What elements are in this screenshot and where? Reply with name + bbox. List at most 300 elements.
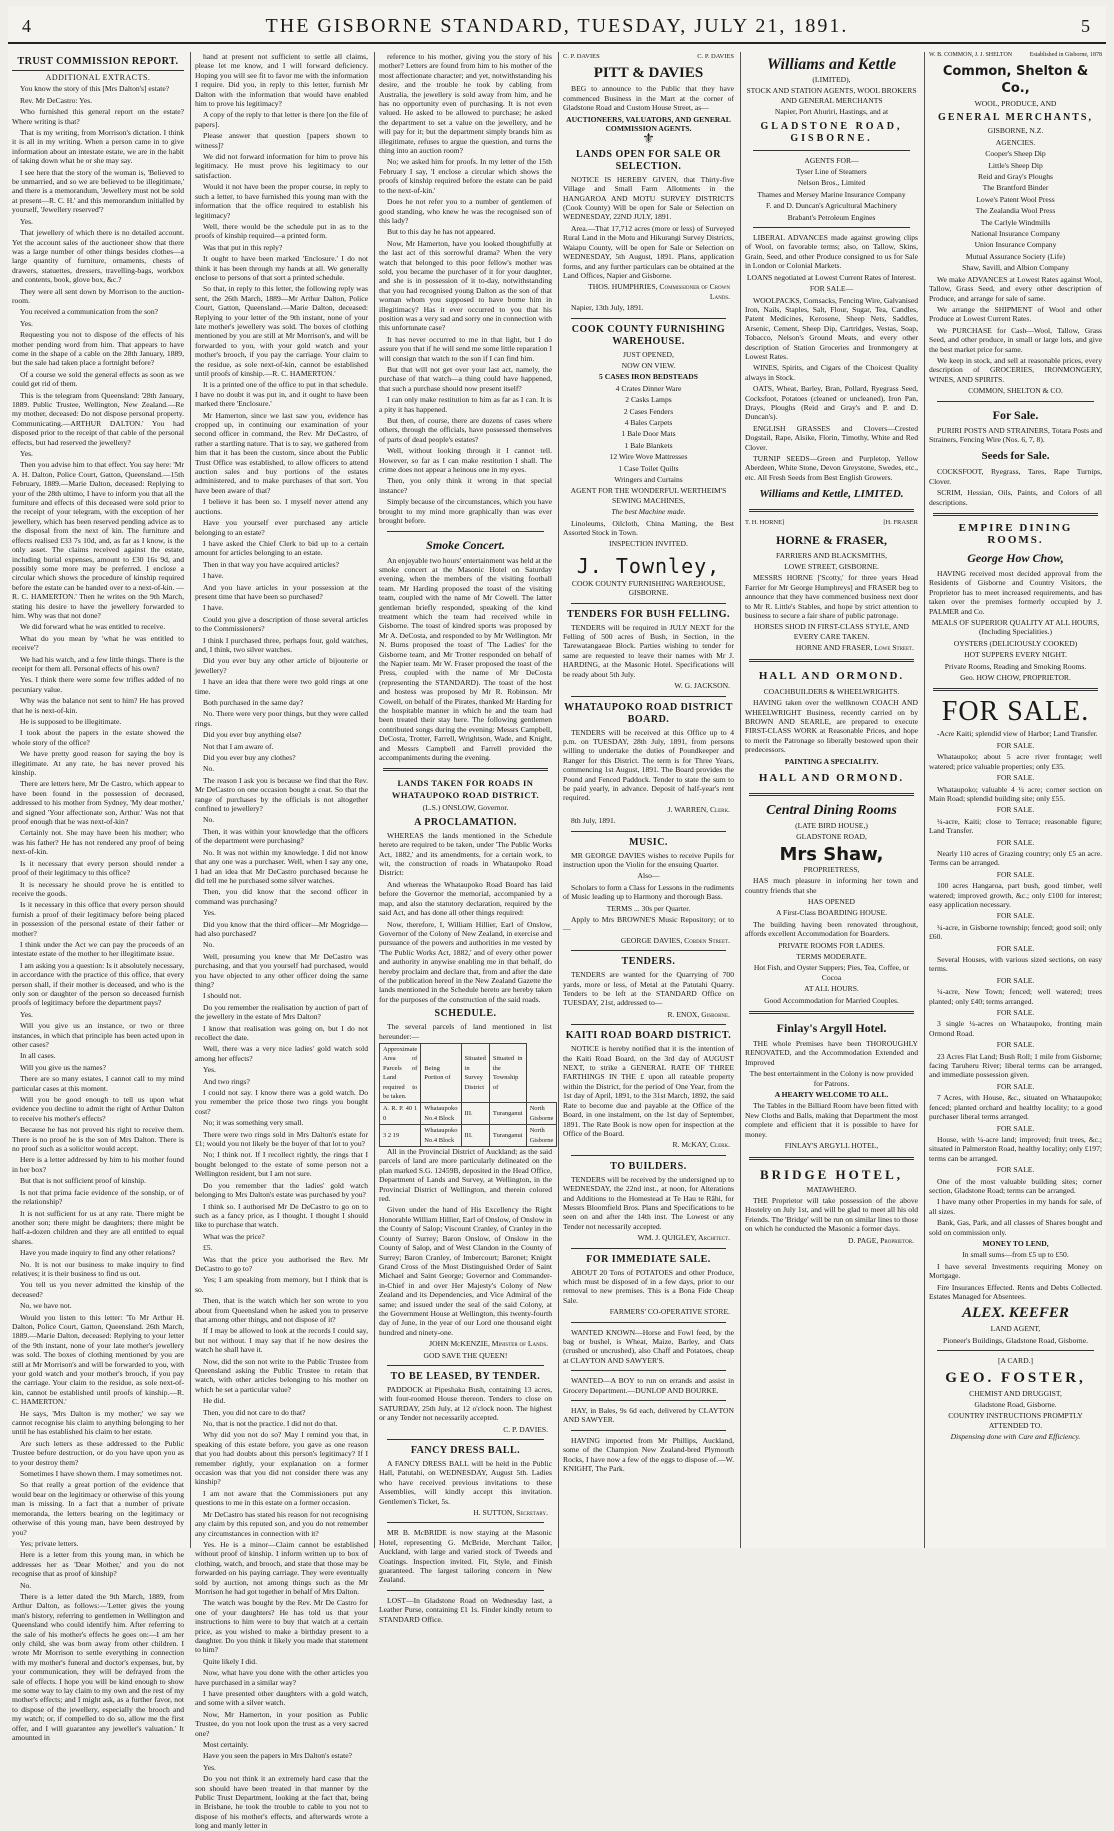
schedule-cell: Whataupoko No.4 Block	[421, 1103, 461, 1125]
report-paragraph: reference to his mother, giving you the story of his mother? Letters are found from him to his mother of the most affectionate character; and yet, notwithstanding his desire, and the trouble he took by cabling from Australia, the jewellery is sold away from him, and he has no opportunity even of purchasing. It is not even valued. He asked to be allowed to purchase; he asked the department to set a value on the jewellery, and he will pay for it; but the department simply brands him as illegitimate, refuses to argue the question, and turns the thing into an auction room?	[379, 52, 552, 156]
empire-suppers: HOT SUPPERS EVERY NIGHT.	[964, 650, 1067, 660]
lands-open-signer: THOS. HUMPHRIES, Commissioner of Crown Lands.	[588, 282, 730, 301]
report-paragraph: Yes.	[20, 318, 33, 328]
cs-agency-item: The Carlyle Windmills	[980, 217, 1051, 227]
newspaper-title: THE GISBORNE STANDARD, TUESDAY, JULY 21, 1891.	[265, 14, 849, 37]
report-paragraph: Do you remember that the ladies' gold watch belonging to Mrs Dalton's estate was purchased by you?	[195, 1180, 368, 1200]
report-paragraph: It has never occurred to me in that light, but I do assure you that if he will send me some little reparation I will consign that watch to the son if I can find him.	[379, 334, 552, 363]
hearty-welcome: A HEARTY WELCOME TO ALL.	[774, 1090, 889, 1100]
coachbuilders: COACHBUILDERS & WHEELWRIGHTS.	[763, 686, 900, 696]
report-paragraph: Did you ever buy any clothes?	[203, 753, 296, 763]
report-paragraph: I should not.	[203, 991, 242, 1001]
music-heading: MUSIC.	[629, 836, 668, 848]
shaw-text: HAS much pleasure in informing her town and country friends that she	[745, 876, 918, 895]
report-paragraph: Both purchased in the same day?	[203, 698, 304, 707]
report-paragraph: Then, you did not care to do that?	[203, 1407, 306, 1417]
lands-seal: (L.S.) ONSLOW, Governor.	[422, 803, 509, 813]
cook-item: 2 Casks Lamps	[625, 395, 672, 405]
report-paragraph: Why did you not do so? May I remind you that, in speaking of this estate before, you gave as one reason that you had doubts about this person's legitimacy? If I remember rightly, your explanation on a former occasion was that you did not consider there was any kinship?	[195, 1430, 368, 1487]
smoke-concert-heading: Smoke Concert.	[426, 537, 505, 552]
cs-agency-item: National Insurance Company	[971, 229, 1060, 239]
property-sale-item: 100 acres Hangaroa, part bush, good timber, well watered; improved growth, &c.; only £100 for interest; easy application necessary.	[929, 881, 1102, 909]
report-paragraph: I have.	[203, 603, 224, 613]
lands-taken-heading: LANDS TAKEN FOR ROADS IN WHATAUPOKO ROAD DISTRICT.	[391, 778, 540, 801]
report-paragraph: Certainly not. She may have been his mother; who was his father? He has not rendered any proof of being next-of-kin.	[12, 828, 184, 857]
report-paragraph: Will you be good enough to tell us upon what evidence you decline to admit the right of Arthur Dalton to receive his mother's effects?	[12, 1095, 184, 1123]
investments: I have several Investments requiring Money on Mortgage.	[929, 1261, 1102, 1281]
report-paragraph: I have presented other daughters with a gold watch, and some with a silver watch.	[195, 1689, 368, 1708]
property-sale-item: Whataupoko; valuable 4 ¼ acre; corner section on Main Road; splendid building site; only £55.	[929, 784, 1102, 803]
report-paragraph: There are so many estates, I cannot call to my mind particular cases at this moment.	[12, 1074, 184, 1093]
schedule-cell: A. R. P. 40 1 0	[380, 1103, 421, 1125]
report-paragraph: No. There were very poor things, but they were called rings.	[195, 709, 368, 728]
hall-ormond-title: HALL AND ORMOND.	[758, 669, 905, 682]
column-four	[558, 52, 738, 1548]
wk-agents-list	[745, 167, 918, 222]
report-paragraph: No.	[203, 764, 215, 774]
property-sale-item: -Acre Kaiti; splendid view of Harbor; Land Transfer.	[937, 729, 1098, 739]
central-addr: GLADSTONE ROAD,	[796, 832, 867, 842]
hf-addr: LOWE STREET, GISBORNE.	[784, 562, 879, 572]
report-paragraph: Would you listen to this letter: 'To Mr Arthur H. Dalton, Police Court, Gatton, Queensland. 26th March, 1889.—Marie Dalton, deceased: Replying to your letter of the 9th instant, none of your late mother's jewellery was sold. The boxes of clothing mentioned by you are still at Mr Morrison's and will be forwarded to you, with your gold watch and your mother's brooch, if you pay the carriage. Your claim to the residue, as sole next-of-kin, cannot be established until proofs of kinship.—R. C. HAMERTON.'	[12, 1312, 184, 1407]
wk-loans: LOANS negotiated at Lowest Current Rates of Interest.	[746, 272, 917, 282]
wk-places: Napier, Port Ahuriri, Hastings, and at	[774, 107, 889, 117]
wk-signer: Williams and Kettle, LIMITED.	[759, 488, 904, 501]
keefer-title: ALEX. KEEFER	[962, 1305, 1069, 1322]
report-paragraph: No. It was not within my knowledge. I did not know that any one was a purchaser. Well, when I say any one, I had an idea that Mr DeCastro purchased because he did tell me he purchased some silver watches.	[195, 847, 368, 885]
tenders-signer: R. ENOX, Gisborne.	[667, 1009, 730, 1019]
report-paragraph: Yes. He is a minor—Claim cannot be established without proof of kinship. I inform written up to box of clothing, watch, and brooch, and state that those may be forwarded on his paying carriage. They were eventually sold by auction, not among things such as the Mr Morrison he had got together in behalf of Mrs Dalton.	[195, 1539, 368, 1596]
has-opened: HAS OPENED	[807, 896, 856, 906]
partner-right: C. P. DAVIES	[697, 53, 734, 60]
report-paragraph: Yes; I am speaking from memory, but I think that is so.	[195, 1275, 368, 1294]
wk-wines: WINES, Spirits, and Cigars of the Choicest Quality always in Stock.	[745, 363, 918, 382]
forsale-separator: FOR SALE.	[996, 1165, 1035, 1175]
report-paragraph: Was that put in this reply?	[203, 242, 283, 252]
proclamation-end	[379, 1147, 552, 1337]
cs-established: Established in Gisborne, 1878	[1029, 52, 1102, 58]
hf-partner-left: T. H. HORNE]	[745, 519, 785, 527]
report-paragraph: Would it not have been the proper course, in reply to such a letter, to have furnished this young man with the information that the office required to establish his legitimacy?	[195, 182, 368, 220]
schedule-col-header: Being Portion of	[421, 1043, 461, 1102]
report-paragraph: In all cases.	[20, 1051, 56, 1061]
report-paragraph: Then, you did know that the second officer in command was purchasing?	[195, 887, 368, 906]
immediate-sale-heading: FOR IMMEDIATE SALE.	[586, 1253, 711, 1265]
cs-agency-item: Little's Sheep Dip	[988, 160, 1043, 170]
wk-agent-item: Thames and Mersey Marine Insurance Company	[757, 189, 906, 199]
report-paragraph: Now, did the son not write to the Public Trustee from Queensland asking the Public Trustee to retain that watch, with other articles belonging to his mother on which he set a particular value?	[195, 1356, 368, 1394]
kaiti-text: NOTICE is hereby notified that it is the intention of the Kaiti Road Board, on the 3rd day of AUGUST NEXT, to strike a GENERAL RATE OF THREE FARTHINGS IN THE £ upon all rateable property within the District, for the period of One Year, from the 1st day of April, 1891, to the 31st March, 1892, the said Rate to become due and payable at the Office of the Board, in one instalment, on the 1st day of September, 1891. The Rate Book is now open for inspection at the Office of the Board.	[563, 1044, 734, 1138]
union-steamship-overflow	[924, 1554, 925, 1555]
report-paragraph: He says, 'Mrs Dalton is my mother;' we say we cannot recognise his claim to anything belonging to her until he has established his claim to her estate.	[12, 1408, 184, 1437]
proclamation-paragraph: Given under the hand of His Excellency the Right Honorable William Hillier, Earl of Onslow, of Onslow in the County of Salop; Viscount Cranley, of Cranley in the County of Surrey; Baron Onslow, of Onslow in the County of Salop, and of West Clandon in the County of Surrey; Baron Cranley, of Imbercourt; Baronet; Knight Grand Cross of the Most Distinguished Order of Saint Michael and Saint George; Governor and Commander-in-Chief in and over Her Majesty's Colony of New Zealand and its Dependencies, and Vice Admiral of the same; and issued under the seal of the said Colony, at the Government House at Wellington, this twenty-fourth day of June, in the year of our Lord one thousand eight hundred and ninety-one.	[379, 1205, 552, 1337]
empire-oysters: OYSTERS (DELICIOUSLY COOKED)	[953, 638, 1078, 648]
fancy-ball-text: A FANCY DRESS BALL will be held in the Public Hall, Patutahi, on WEDNESDAY, August 5th. Ladies who have received previous invitations to these Assemblies, will kindly accept this invitation. Gentlemen's Ticket, 5s.	[379, 1459, 552, 1506]
report-paragraph: Then in that way you have acquired articles?	[203, 559, 339, 569]
cs-general: GENERAL MERCHANTS,	[938, 112, 1093, 124]
immediate-sale-text: ABOUT 20 Tons of POTATOES and other Produce, which must be disposed of in a few days, prior to our removal to new premises. This is a Bona Fide Cheap Sale.	[563, 1267, 734, 1305]
wk-agents-heading: AGENTS FOR—	[804, 155, 859, 165]
foster-title: GEO. FOSTER,	[945, 1369, 1086, 1386]
cs-gisborne: GISBORNE, N.Z.	[987, 126, 1044, 136]
finlay-signer: FINLAY'S ARGYLL HOTEL,	[784, 1141, 879, 1151]
card-label: [A CARD.]	[997, 1356, 1034, 1366]
hf-partner-right: [H. FRASER	[883, 519, 918, 527]
forsale-separator: FOR SALE.	[996, 911, 1035, 921]
forsale-separator: FOR SALE.	[996, 740, 1035, 750]
property-sale-item: Whataupoko; about 5 acre river frontage; well watered; price valuable properties; only £35.	[929, 752, 1102, 771]
report-paragraph: No. It is not our business to make inquiry to find relatives; it is their business to find us out.	[12, 1259, 184, 1278]
report-paragraph: I took about the papers in the estate showed the whole story of the office?	[12, 728, 184, 747]
hf-header	[745, 518, 918, 527]
report-paragraph: Do you remember the realisation by auction of part of the jewellery in the estate of Mrs Dalton?	[195, 1002, 368, 1022]
cs-shipment: We arrange the SHIPMENT of Wool and other Produce at Lowest Current Rates.	[929, 304, 1102, 324]
report-paragraph: Well, without looking through it I cannot tell. However, so far as I can make restitution I shall. The crime does not appear a heinous one in my eyes.	[379, 446, 552, 475]
report-paragraph: Mr Hamerton, since we last saw you, evidence has cropped up, in continuing our examination of your second officer in command, the Rev. Mr DeCastro, of rather a startling nature. That is to say, we gathered from him that it has been the custom, since about the Public Trust Office was established, to allow officers to attend auction sales and buy portions of the estates administered, and to make purchases of that sort. You have been aware of that?	[195, 410, 368, 495]
cook-county-heading: COOK COUNTY FURNISHING WAREHOUSE.	[571, 323, 726, 347]
newspaper-page	[8, 6, 1106, 1831]
report-paragraph: hand at present not sufficient to settle all claims, please let me know, and I will forward deficiency. Hoping you will see fit to favor me with the information I require. Did you, in reply to this letter, furnish Mr Dalton with the information that would have enabled him to prove his legitimacy?	[195, 52, 368, 109]
schedule-heading: SCHEDULE.	[434, 1008, 497, 1020]
pitt-davies-header	[563, 52, 734, 61]
report-paragraph: I have asked the Chief Clerk to bid up to a certain amount for articles belonging to an estate.	[195, 538, 368, 558]
report-paragraph: If I may be allowed to look at the records I could say, but not without. I may say that if he now desires the watch he shall have it.	[195, 1326, 368, 1355]
report-paragraph: Well, there would be the schedule put in as to the proofs of kinship required—a printed form.	[195, 221, 368, 241]
wanted-known: WANTED KNOWN—Horse and Fowl feed, by the bag or bushel, is Wheat, Maize, Barley, and Oats (crushed or uncrushed), also Chaff and Potatoes, cheap at CLAYTON AND SAWYER'S.	[563, 1327, 734, 1365]
report-paragraph: It is not sufficient for us at any rate. There might be another son; there might be daughters; there might be half-a-dozen children and they are all entitled to equal shares.	[12, 1208, 184, 1246]
forsale-separator: FOR SALE.	[996, 773, 1035, 783]
report-paragraph: What do you mean by 'what he was entitled to receive'?	[12, 633, 184, 653]
empire-text: HAVING received most decided approval from the Residents of Gisborne and Country Visitors, the Proprietor has to meet increased requirements, and has taken over the premises formerly occupied by J. PALMER and Co.	[929, 569, 1102, 616]
property-sale-item: One of the most valuable building sites; corner section, Gladstone Road; terms can be arranged.	[929, 1176, 1102, 1195]
horne-fraser-title: HORNE & FRASER,	[775, 532, 887, 547]
proclamation-signer: JOHN McKENZIE, Minister of Lands.	[429, 1339, 548, 1349]
report-paragraph: But that will not get over your last act, namely, the purchase of that watch—a thing could have happened, that such a purchase should now present itself?	[379, 365, 552, 393]
cs-agency-item: Union Insurance Company	[974, 240, 1057, 250]
cs-cocksfoot: COCKSFOOT, Ryegrass, Tares, Rape Turnips, Clover.	[929, 467, 1102, 486]
lands-open-heading: LANDS OPEN FOR SALE OR SELECTION.	[576, 148, 721, 172]
lands-open-text: NOTICE IS HEREBY GIVEN, that Thirty-five Village and Small Farm Allotments in the HANGAROA AND MOTU SURVEY DISTRICTS (Cook County) Will be open for Sale or Selection on WEDNESDAY, 22ND JULY, 1891.	[563, 174, 734, 222]
shares: Bank, Gas, Park, and all classes of Shares bought and sold on commission only.	[929, 1218, 1102, 1237]
schedule-cell: III.	[461, 1103, 489, 1125]
keefer-sub: LAND AGENT,	[990, 1324, 1041, 1334]
empire-signer: Geo. HOW CHOW, PROPRIETOR.	[960, 673, 1071, 683]
forsale-separator: FOR SALE.	[996, 1081, 1035, 1091]
hall-ormond-footer: HALL AND ORMOND.	[758, 771, 905, 784]
cs-signer: COMMON, SHELTON & CO.	[968, 386, 1063, 396]
report-paragraph: Quite likely I did.	[203, 1656, 257, 1666]
trust-report-end	[379, 52, 552, 526]
page-number-right: 5	[1081, 15, 1092, 36]
cs-agency-item: Reid and Gray's Ploughs	[978, 172, 1053, 182]
central-dining-title: Central Dining Rooms	[766, 802, 897, 818]
hf-signer: HORNE AND FRASER, Lowe Street.	[795, 643, 914, 653]
cs-purchase: We PURCHASE for Cash—Wool, Tallow, Grass Seed, and other produce, in small or large lots, and give the best market price for same.	[929, 325, 1102, 354]
report-paragraph: Yes.	[20, 449, 33, 459]
wanted-boy: WANTED—A BOY to run on errands and assist in Grocery Department.—DUNLOP AND BOURKE.	[563, 1376, 734, 1395]
painting-speciality: PAINTING A SPECIALITY.	[784, 756, 879, 766]
private-rooms: PRIVATE ROOMS FOR LADIES.	[778, 940, 885, 950]
report-paragraph: Is it necessary in this office that every person should furnish a proof of their legitimacy before being placed in possession of the personal estate of their father or mother?	[12, 900, 184, 938]
proclamation-paragraph: WHEREAS the lands mentioned in the Schedule hereto are required to be taken, under 'The Public Works Act, 1882,' and its amendments, for a certain work, to wit, the construction of roads in Whataupoko Road District:	[379, 830, 552, 878]
cook-agent-sub: The best Machine made.	[611, 507, 686, 517]
fancy-ball-heading: FANCY DRESS BALL.	[410, 1445, 521, 1456]
empire-rooms: Private Rooms, Reading and Smoking Rooms.	[944, 661, 1087, 671]
wk-oats: OATS, Wheat, Barley, Bran, Pollard, Ryegrass Seed, Cocksfoot, Potatoes (cleaned or uncleaned), Iron Pan, Drays, Ploughs (Reid and Gray's and P. and D. Duncan's).	[745, 384, 918, 422]
schedule-row	[380, 1125, 557, 1147]
report-paragraph: I am not aware that the Commissioners put any questions to me in this estate on a former occasion.	[195, 1488, 368, 1508]
report-paragraph: It ought to have been marked 'Enclosure.' I do not think it has been through my hands at all. We generally enclose to persons of that sort a printed schedule.	[195, 254, 368, 282]
report-paragraph: I am asking you a question: Is it absolutely necessary, in accordance with the practice of this office, that every person shall, if their mother is deceased, and who is the only son or daughter of the person so deceased furnish proofs of legitimacy before the department pays?	[12, 960, 184, 1008]
report-paragraph: Yes.	[203, 1065, 216, 1075]
proclamation-body	[379, 831, 552, 1004]
common-shelton-title: Common, Shelton & Co.,	[942, 64, 1089, 96]
report-paragraph: Yes.	[20, 216, 33, 226]
report-paragraph: No; I think not. If I recollect rightly, the rings that I bought belonged to the estate of some person not a Wellington resident, but I am not sure.	[195, 1150, 368, 1179]
cook-item: 1 Bale Blankets	[624, 440, 673, 450]
townley-title: J. Townley,	[576, 553, 721, 578]
fancy-ball-signer: H. SUTTON, Secretary.	[473, 1508, 548, 1518]
page-number-left: 4	[22, 15, 33, 36]
wk-limited: (LIMITED),	[812, 75, 851, 84]
report-paragraph: Most certainly.	[203, 1740, 249, 1750]
report-paragraph: No; it was something very small.	[203, 1118, 304, 1128]
report-paragraph: No, we have not.	[20, 1301, 72, 1311]
report-paragraph: Requesting you not to dispose of the effects of his mother pending word from him. That appears to have come in the shape of a cable on the 28th January, 1889, but the sale had taken place a fortnight before?	[12, 330, 184, 368]
report-paragraph: Because he has not proved his right to receive them. There is no proof he is the son of Mrs Dalton. There is no proof such as a solicitor would accept.	[12, 1125, 184, 1154]
report-paragraph: I can only make restitution to him as far as I can. It is a pity it has happened.	[379, 395, 552, 414]
bush-felling-signer: W. G. JACKSON.	[674, 681, 730, 691]
cook-line: Linoleums, Oilcloth, China Matting, the Best Assorted Stock in Town.	[563, 518, 734, 538]
report-paragraph: Have you made inquiry to find any other relations?	[20, 1248, 176, 1258]
report-paragraph: No.	[203, 940, 215, 950]
report-paragraph: Now, what have you done with the other articles you have purchased in a similar way?	[195, 1668, 368, 1687]
report-paragraph: Is not that prima facie evidence of the sonship, or of the relationship?	[12, 1187, 184, 1207]
report-paragraph: You tell us you never admitted the kinship of the deceased?	[12, 1280, 184, 1299]
trust-report-subheading: ADDITIONAL EXTRACTS.	[45, 73, 151, 82]
wk-agent-item: Brabant's Petroleum Engines	[787, 212, 876, 222]
report-paragraph: But to this day he has not appeared.	[387, 227, 496, 237]
lease-tender-text: PADDOCK at Pipeshaka Bush, containing 13 acres, with four-roomed House thereon. Tenders to close on SATURDAY, 25th July, at 12 o'clock noon. The highest or any Tender not necessarily accepted.	[379, 1384, 552, 1423]
forsale-separator: FOR SALE.	[996, 943, 1035, 953]
report-paragraph: Well, presuming you knew that Mr DeCastro was purchasing, and that you yourself had purchased, would you have objected to any other officer doing the same thing?	[195, 951, 368, 989]
finlay-text: THE whole Premises have been THOROUGHLY RENOVATED, and the Accommodation Extended and Improved	[745, 1039, 918, 1067]
cs-agencies: AGENCIES.	[995, 137, 1036, 147]
report-paragraph: I think under the Act we can pay the proceeds of an intestate estate of the mother to her illegitimate issue.	[12, 939, 184, 959]
report-paragraph: I see here that the story of the woman is, 'Believed to be unmarried, and so we are believed to be illegitimate,' and there is a memorandum, 'Jewellery must not be sold at present—R. C. H.' and this memorandum initialled by yourself, 'Jewellery reserved'?	[12, 167, 184, 215]
report-paragraph: That is my writing, from Morrison's dictation. I think it is all in my writing. When a person came in to give information about an intestate estate, we are in the habit of taking down what he or she may say.	[12, 128, 184, 166]
report-paragraph: Here is a letter addressed by him to his mother found in her box?	[12, 1155, 184, 1174]
report-paragraph: You know the story of this [Mrs Dalton's] estate?	[20, 84, 170, 94]
report-paragraph: A copy of the reply to that letter is there [on the file of papers].	[195, 110, 368, 129]
schedule-col-header: Situated in the Township of	[489, 1043, 526, 1102]
cook-item: Wringers and Curtains	[614, 475, 683, 484]
cs-header	[929, 52, 1102, 59]
cs-agency-item: The Brantford Binder	[982, 183, 1049, 193]
bush-felling-heading: TENDERS FOR BUSH FELLING.	[566, 608, 731, 620]
mrs-shaw-title: Mrs Shaw,	[779, 843, 884, 865]
foster-addr: Gladstone Road, Gisborne.	[974, 1400, 1057, 1410]
cs-puriri: PURIRI POSTS AND STRAINERS, Totara Posts and Strainers, Fencing Wire (Nos. 6, 7, 8).	[929, 425, 1102, 444]
report-paragraph: Did you know that the third officer—Mr Mogridge—had also purchased?	[195, 919, 368, 938]
property-sale-item: 23 Acres Flat Land; Bush Roll; 1 mile from Gisborne; facing Taruheru River; liberal terms can be arranged, and immediate possession given.	[929, 1051, 1102, 1080]
cs-agency-item: Lowe's Patent Wool Press	[976, 194, 1055, 204]
report-paragraph: There are letters here, Mr De Castro, which appear to have been found in the possession of deceased, addressed to his mother from Sydney, 'My dear mother,' and signed 'Your affectionate son, Arthur.' Was not that proof enough that he was next-of-kin?	[12, 779, 184, 827]
empire-dining-title: EMPIRE DINING ROOMS.	[958, 522, 1073, 546]
report-paragraph: Well, there was a very nice ladies' gold watch sold among her effects?	[195, 1044, 368, 1063]
cook-items-list	[563, 384, 734, 485]
builders-heading: TO BUILDERS.	[610, 1160, 687, 1172]
wk-agent-item: Tyser Line of Steamers	[796, 167, 867, 177]
forsale-separator: FOR SALE.	[996, 1040, 1035, 1050]
bridge-hotel-title: BRIDGE HOTEL,	[759, 1166, 904, 1182]
townley-sub: COOK COUNTY FURNISHING WAREHOUSE, GISBORNE.	[571, 578, 726, 598]
finlay-title: Finlay's Argyll Hotel.	[776, 1021, 887, 1036]
report-paragraph: We did not forward information for him to prove his legitimacy. He must prove his legitimacy to our satisfaction.	[195, 152, 368, 180]
lease-tender-heading: TO BE LEASED, BY TENDER.	[390, 1370, 541, 1382]
report-paragraph: There is a letter dated the 9th March, 1889, from Arthur Dalton, as follows:—'Letter gives the young man's history, referring to gentlemen in Wellington and Queensland who could identify him. After referring to the sale of his mother's effects he goes on:—I am her only child, she was born away from other children. I wrote Mr Morrison to settle everything in connection with my mother's funeral and doctor's expenses, but, by your communication, they will be defrayed from the sale of effects. I hope you will be kind enough to show me some way to lay claim to my own and the rest of my mother's effects; and I might ask, as a further favor, not to dispose of the jewellery, especially the brooch and my watch; or, if compelled to do so, allow me the first offer, and I will guarantee any jeweller's valuation.' It amounted in	[12, 1591, 184, 1743]
report-paragraph: Not that I am aware of.	[203, 741, 274, 751]
whataupoko-board-text: TENDERS will be received at this Office up to 4 p.m. on TUESDAY, 28th July, 1891, from persons willing to undertake the duties of Poundkeeper and Ranger for this District. The term is for Three Years, commencing 1st August, 1891. The Board provides the Pound and Fenced Paddock. Tender to state the sum to be paid yearly, in advance. Deposit of half-year's rent required.	[563, 727, 734, 803]
cook-now-view: NOW ON VIEW.	[621, 360, 676, 370]
music-also: Also—	[637, 871, 660, 881]
report-paragraph: He is supposed to be illegitimate.	[20, 717, 122, 726]
finlay-tables: The Tables in the Billiard Room have been fitted with New Cloths and Balls, making that Department the most complete and efficient that it is possible to have for money.	[745, 1101, 918, 1139]
report-paragraph: Then you advise him to that effect. You say here: 'Mr A. H. Dalton, Police Court, Gatton, Queensland.—15th February, 1889.—Marie Dalton, deceased: Replying to your of the 28th ultimo, I have to inform you that all the furniture and effects of this deceased were sold prior to the receipt of your telegram, with the exception of her jewellery, which has been reserved pending advice as to the disposal from the next of kin. The furniture and effects realised £33 7s 10d, and, as far as I know, is the only asset. The claims received against the estate, including burial expenses, amount to £30 16s 9d, and possibly some more may be preferred. I enclose a circular which shows the procedure of kinship required before the estate can be handed over to a next-of-kin. —R. C. HAMERTON.' Then he writes on the 9th March, stating his desire to have the jewellery forwarded to him. Why was that not done?	[12, 460, 184, 620]
report-paragraph: Now, Mr Hamerton, in your position as Public Trustee, do you not look upon the trust as a very sacred one?	[195, 1709, 368, 1738]
money-to-lend: MONEY TO LEND,	[982, 1238, 1049, 1248]
report-paragraph: I have.	[203, 571, 224, 581]
report-paragraph: It is necessary he should prove he is entitled to receive the goods.	[12, 879, 184, 898]
report-paragraph: I know that realisation was going on, but I do not recollect the date.	[195, 1023, 368, 1042]
report-paragraph: But that is not sufficient proof of kinship.	[20, 1176, 146, 1186]
report-paragraph: Will you give us an instance, or two or three instances, in which that principle has been acted upon in other cases?	[12, 1021, 184, 1049]
smoke-paragraph: An enjoyable two hours' entertainment was held at the smoke concert at the Masonic Hotel on Saturday evening, when the members of the visiting football team. Mr Harding proposed the toast of the visiting team, coupled with the name of Mr Cowell. The latter gentleman briefly responded, speaking of the kind treatment which the team had received while in Gisborne. The toast of kindred sports was proposed by Mr A. DeCosta, and responded to by Mr Wellington. Mr N. Burns proposed the toast of 'The Ladies' for the Gisborne team, and Mr Trotter responded on behalf of the Napier team. Mr W. Fraser proposed the toast of the Press, coupled with the name of Mr DeCosta (representing the STANDARD). The toast of the host and hostess was proposed by Mr R. Robinson. Mr Cowell, on behalf of the Pirates, thanked Mr Harding for the hospitable manner in which he and the team had been treated their stay here. The following gentlemen contributed songs during the evening: Messrs Campbell, DeCosta, Trotter, Farrell, Wrightson, Wade, and Knight, and Messrs Campbell and Farrell provided the accompaniments during the evening.	[379, 555, 553, 763]
report-paragraph: Was that the price you authorised the Rev. Mr DeCastro to go to?	[195, 1254, 368, 1273]
hot-fish: Hot Fish, and Oyster Suppers; Pies, Tea, Coffee, or Cocoa	[753, 963, 910, 982]
pitt-davies-title: PITT & DAVIES	[593, 65, 704, 82]
fire-insurance: Fire Insurances Effected. Rents and Debts Collected. Estates Managed for Absentees.	[929, 1282, 1102, 1301]
cook-item: 1 Bale Door Mats	[621, 429, 676, 439]
report-paragraph: Have you yourself ever purchased any article belonging to an estate?	[195, 518, 368, 537]
report-paragraph: No, that is not the practice. I did not do that.	[203, 1419, 338, 1429]
cook-agent: AGENT FOR THE WONDERFUL WERTHEIM'S SEWING MACHINES,	[570, 486, 727, 505]
report-paragraph: The watch was bought by the Rev. Mr De Castro for one of your daughters? He has told us that your instructions to him were to buy that watch at a certain price, as you wished to make a birthday present to a daughter. Do you think it likely you made that statement to him?	[195, 1598, 368, 1655]
report-paragraph: And two rings?	[203, 1076, 250, 1086]
pitt-davies-text: BEG to announce to the Public that they have commenced Business in the Mart at the corner of Gladstone Road and Custom House Street, as—	[563, 84, 734, 113]
report-paragraph: Who furnished this general report on the estate? Where writing is that?	[12, 107, 184, 126]
forsale-separator: FOR SALE.	[996, 1123, 1035, 1133]
mcbride-advert: MR B. McBRIDE is now staying at the Masonic Hotel, representing G. McBride, Merchant Tailor, Auckland, with large and varied stock of Tweeds and Coatings. Inspection invited. Fit, Style, and Finish guaranteed. The largest tailoring concern in New Zealand.	[379, 1528, 552, 1585]
property-sale-item: ¼-acre, New Town; fenced; well watered; trees planted; only £40; terms arranged.	[929, 987, 1102, 1006]
wk-grasses: ENGLISH GRASSES and Clovers—Crested Dogstail, Rape, Alsike, Florin, Timothy, White and Red Clover.	[745, 423, 918, 452]
report-paragraph: Rev. Mr DeCastro: Yes.	[20, 95, 93, 105]
report-paragraph: I think so. I authorised Mr De DeCastro to go on to such as a fancy price, as I thought. I thought I should like to purchase that watch.	[195, 1201, 368, 1230]
schedule-cell: III.	[461, 1125, 489, 1147]
music-text: MR GEORGE DAVIES wishes to receive Pupils for instruction upon the Violin for the ensuing Quarter.	[563, 850, 734, 869]
report-paragraph: So that really a great portion of the evidence that would bear on the legitimacy or otherwise of this young man is missing. In a fact that a number of private memoranda, the letters bearing on the legitimacy or otherwise of this young man, have been destroyed by you?	[12, 1480, 184, 1537]
trust-report-body	[12, 84, 184, 1742]
column-three	[374, 52, 556, 1624]
property-sale-item: 7 Acres, with House, &c., situated on Whataupoko; fenced; planted orchard and healthy locality; to a good purchaser liberal terms arranged.	[929, 1093, 1102, 1122]
report-paragraph: Here is a letter from this young man, in which he addresses her as 'Dear Mother,' and you do not recognise that as proof of kinship?	[12, 1550, 184, 1579]
report-paragraph: Now, Mr Hamerton, have you looked thoughtfully at the last act of this sorrowful drama? When the very watch that belonged to this poor fellow's mother was sold, you became the purchaser of it for your daughter, and she is in possession of it to-day, notwithstanding that you had recognised young Dalton as the son of that woman whom you supposed to have borne him in illegitimacy? Has it ever occurred to you that his position was a very sad and sorry one in connection with this unfortunate case?	[379, 238, 552, 333]
other-properties: I have many other Properties in my hands for sale, of all sizes.	[929, 1197, 1102, 1216]
forsale-separator: FOR SALE.	[996, 975, 1035, 985]
wk-turnip: TURNIP SEEDS—Green and Purpletop, Yellow Aberdeen, White Stone, Devon Greystone, Swedes, etc., etc. All Fresh Seeds from Best English Growers.	[745, 454, 918, 482]
lost-notice: LOST—In Gladstone Road on Wednesday last, a Leather Purse, containing £1 1s. Finder kindly return to STANDARD Office.	[379, 1595, 552, 1624]
cook-item: 4 Crates Dinner Ware	[615, 383, 682, 393]
report-paragraph: They were all sent down by Morrison to the auction-room.	[12, 286, 184, 305]
finlay-best: The best entertainment in the Colony is now provided for Patrons.	[749, 1069, 914, 1088]
cs-agency-item: Cooper's Sheep Dip	[985, 149, 1046, 159]
god-save-queen: GOD SAVE THE QUEEN!	[423, 1350, 508, 1360]
report-paragraph: Of a course we sold the general effects as soon as we could get rid of them.	[12, 369, 184, 389]
coach-text: HAVING taken over the wellknown COACH AND WHEELWRIGHT Business, recently carried on by BROWN AND SEARLE, are prepared to execute FIRST-CLASS WORK at Reasonable Prices, and hope to merit the Patronage so liberally bestowed upon their predecessors.	[745, 698, 918, 755]
report-paragraph: You received a communication from the son?	[20, 307, 158, 317]
report-paragraph: We have pretty good reason for saying the boy is illegitimate. At any rate, he has never proved his kinship.	[12, 749, 184, 778]
williams-kettle-title: Williams and Kettle	[766, 56, 897, 73]
cook-item: 2 Cases Fenders	[623, 406, 674, 416]
report-paragraph: I could not say. I know there was a gold watch. Do you remember the price those two rings you bought cost?	[195, 1088, 368, 1116]
report-paragraph: Are such letters as these addressed to the Public Trustee before destruction, or do you have upon you as to your destroy them?	[12, 1438, 184, 1467]
report-paragraph: Will you give us the names?	[20, 1062, 106, 1072]
forsale-separator: FOR SALE.	[996, 837, 1035, 847]
cs-advances: We make ADVANCES at Lowest Rates against Wool, Tallow, Grass Seed, and every other description of Produce, and arrange for sale of same.	[929, 274, 1102, 303]
music-apply: Apply to Mrs BROWNE'S Music Repository; or to—	[563, 915, 734, 934]
report-paragraph: No.	[203, 815, 215, 825]
crest-icon: ⚜	[642, 132, 655, 148]
married-couples: Good Accommodation for Married Couples.	[764, 995, 899, 1005]
kaiti-heading: KAITI ROAD BOARD DISTRICT.	[565, 1030, 732, 1042]
matawhero: MATAWHERO.	[806, 1184, 857, 1194]
report-paragraph: Simply because of the circumstances, which you have brought to my mind more graphically than was ever brought before.	[379, 497, 552, 526]
builders-text: TENDERS will be received by the undersigned up to WEDNESDAY, the 22nd inst., at noon, for Alterations and Additions to the Homestead at Te Hau te Rāhi, for Messrs Bloomfield Bros. Plans and Specifications to be seen on and after the 14th inst. The Lowest or any Tender not necessarily accepted.	[563, 1174, 734, 1231]
kaiti-signer: R. McKAY, Clerk.	[672, 1140, 730, 1150]
property-sale-item: Nearly 110 acres of Grazing country; only £5 an acre. Terms can be arranged.	[929, 848, 1102, 868]
whataupoko-board-signer: J. WARREN, Clerk.	[667, 804, 730, 814]
cs-agencies-list	[929, 149, 1102, 272]
report-paragraph: We did forward what he was entitled to receive.	[20, 622, 166, 632]
report-paragraph: It is a printed one of the office to put in that schedule. I have no doubt it was put in, and it ought to have been marked there 'Enclosure.'	[195, 380, 368, 409]
lands-open-more: Area.—That 17,712 acres (more or less) of Surveyed Rural Land in the Motu and Hikurangi Survey Districts, Waiapu County, will be open for Sale or Selection on WEDNESDAY, 5th August, 1891. Plans, application forms, and any further particulars can be obtained at the Land Offices, Napier and Gisborne.	[563, 223, 734, 280]
cook-invite: INSPECTION INVITED.	[609, 539, 688, 549]
property-sale-item: ¼-acre, in Gisborne township; fenced; good soil; only £60.	[929, 922, 1102, 942]
report-paragraph: He did.	[203, 1396, 226, 1406]
report-paragraph: So that, in reply to this letter, the following reply was sent, the 26th March, 1889—Mr Arthur Dalton, Police Court, Gatton, Queensland.—Marie Dalton, deceased: Replying to your letter of the 9th instant, none of your late mother's jewellery was sold. The boxes of clothing mentioned by you are still at Mr Morrison's, and will be forwarded to you, with your gold watch and your mother's brooch, if you pay the carriage. Your claim to the residue, as sole next-of-kin, cannot be established until proofs of kinship.—R. C. HAMERTON.'	[195, 284, 368, 378]
cs-scrim: SCRIM, Hessian, Oils, Paints, and Colors of all descriptions.	[929, 488, 1102, 507]
report-paragraph: Do you not think it an extremely hard case that the son should have been treated in that manner by the Public Trust Department, looking at the fact that, being in Brisbane, he took the trouble to cable to you not to dispose of his mother's effects, and afterwards wrote a long and manly letter in	[195, 1774, 368, 1831]
report-paragraph: Did you ever buy anything else?	[203, 730, 302, 740]
forsale-separator: FOR SALE.	[996, 869, 1035, 879]
music-terms: TERMS ... 30s per Quarter.	[606, 903, 691, 913]
schedule-intro: The several parcels of land mentioned in list hereunder:—	[379, 1022, 552, 1041]
hf-sub: FARRIERS AND BLACKSMITHS,	[775, 550, 888, 560]
boarding-house: A First-Class BOARDING HOUSE.	[776, 908, 887, 918]
report-paragraph: That jewellery of which there is no detailed account. Yet the account sales of the auctioneer show that there was a large number of other things besides clothes—a large quantity of furniture, ornaments, chests of drawers, statuettes, dressers, travelling-bags, workbox and contents, book, glove box, &c.?	[12, 228, 184, 285]
proclamation-heading: A PROCLAMATION.	[414, 816, 517, 828]
foster-end: Dispensing done with Care and Efficiency.	[950, 1432, 1081, 1442]
tenders-heading: TENDERS.	[621, 956, 676, 968]
trust-report-continued	[195, 52, 368, 1831]
report-paragraph: Yes. I think there were some few trifles added of no pecuniary value.	[12, 675, 184, 694]
smoke-concert-body	[379, 556, 552, 763]
proprietress: PROPRIETRESS,	[803, 864, 860, 874]
report-paragraph: Did you ever buy any other article of bijouterie or jewellery?	[195, 656, 368, 675]
report-paragraph: There were two rings sold in Mrs Dalton's estate for £1; would you not likely be the buyer of that lot to you?	[195, 1129, 368, 1149]
forsale-banner: FOR SALE.	[941, 696, 1090, 728]
schedule-cell: 3 2 19	[380, 1125, 421, 1147]
